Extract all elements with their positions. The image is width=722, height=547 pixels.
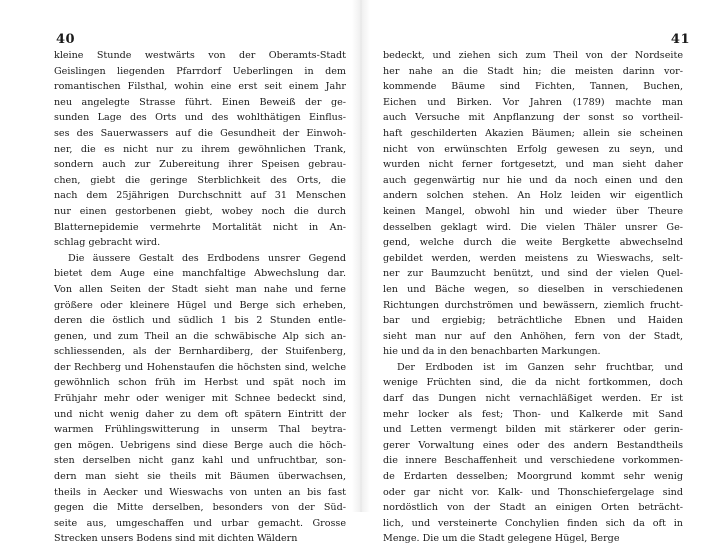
text-line: haft geschilderten Akazien Bäumen; allein sie scheinen [383, 127, 683, 139]
text-line: Menge. Die um die Stadt gelegene Hügel, Berge [383, 533, 620, 545]
text-line: die innere Beschaffenheit und verschiedene vorkommen- [383, 455, 683, 467]
text-line: sondern auch zur Zubereitung ihrer Speisen gebrau- [54, 159, 346, 171]
text-line: bar und ergiebig; beträchtliche Ebnen und Haiden [383, 315, 683, 327]
text-line: de Erdarten desselben; Moorgrund kommt sehr wenig [383, 471, 683, 483]
text-line: Geislingen liegenden Pfarrdorf Ueberlingen in dem [54, 65, 346, 77]
text-line: nur einen gestorbenen giebt, wobey noch die durch [54, 205, 346, 217]
text-line: auch Versuche mit Anpflanzung der sonst so vortheil- [383, 112, 683, 124]
text-line: gewöhnlich schon früh im Herbst und spät noch im [54, 377, 346, 389]
text-line: keinen Mangel, obwohl hin und wieder über Theure [383, 205, 683, 217]
text-line: Der Erdboden ist im Ganzen sehr fruchtbar, und [397, 361, 683, 373]
text-line: Strecken unsers Bodens sind mit dichten Wäldern [54, 533, 298, 545]
text-line: warmen Frühlingswitterung in unserm Thal beytra- [54, 424, 346, 436]
text-line: Von allen Seiten der Stadt sieht man nahe und ferne [54, 283, 346, 295]
left-page [0, 0, 361, 545]
text-line: nach dem 25jährigen Durchschnitt auf 31 Menschen [54, 190, 346, 202]
text-line: kleine Stunde westwärts von der Oberamts-Stadt [54, 50, 346, 61]
text-line: mehr locker als fest; Thon- und Kalkerde mit Sand [383, 408, 683, 420]
text-line: größere oder kleinere Hügel und Berge sich erheben, [54, 299, 346, 311]
text-line: bietet dem Auge eine manchfaltige Abwechslung dar. [54, 268, 346, 280]
page-number-left: 40 [56, 32, 76, 47]
text-line: seite aus, umgeschaffen und urbar gemacht. Grosse [54, 517, 346, 529]
text-line: sunden Lage des Orts und des wohlthätigen Einflus- [54, 112, 346, 124]
text-line: Eichen und Birken. Vor Jahren (1789) machte man [383, 96, 683, 108]
text-line: desselben geklagt wird. Die vielen Thäler unsrer Ge- [383, 221, 683, 233]
text-line: und Letten vermengt bilden mit stärkerer oder gerin- [383, 424, 683, 436]
text-line: dern man sieht sie theils mit Bäumen überwachsen, [54, 471, 346, 483]
text-line: Blatternepidemie vermehrte Mortalität nicht in An- [54, 221, 346, 233]
text-line: darf das Dungen nicht vernachläßiget werden. Er ist [383, 393, 683, 405]
text-line: ner zur Baumzucht benützt, und sind der vielen Quel- [383, 268, 683, 280]
text-line: wenige Früchten sind, die da nicht fortkommen, doch [383, 377, 683, 389]
text-line: lich, und versteinerte Conchylien finden sich da oft in [383, 517, 683, 529]
text-line: romantischen Filsthal, wohin eine erst seit einem Jahr [54, 81, 346, 93]
text-line: her nahe an die Stadt hin; die meisten darinn vor- [383, 65, 683, 77]
text-line: der Rechberg und Hohenstaufen die höchsten sind, welche [54, 361, 346, 373]
text-line: Richtungen durchströmen und bewässern, ziemlich frucht- [383, 299, 683, 311]
text-line: oder gar nicht vor. Kalk- und Thonschiefergelage sind [383, 486, 683, 498]
text-line: gegen die Mitte derselben, besonders von der Süd- [54, 502, 346, 514]
text-line: neu angelegte Strasse führt. Einen Beweiß der ge- [54, 96, 346, 108]
text-line: gen mögen. Uebrigens sind diese Berge auch die höch- [54, 439, 346, 451]
left-page-text [54, 48, 346, 547]
text-line: nordöstlich von der Stadt an einigen Orten beträcht- [383, 502, 683, 514]
text-line: gend, welche durch die weite Bergkette abwechselnd [383, 237, 683, 249]
text-line: gebildet werden, werden meistens zu Wieswachs, selt- [383, 252, 683, 264]
text-line: ses des Sauerwassers auf die Gesundheit der Einwoh- [54, 127, 346, 139]
right-page-text [383, 48, 683, 547]
text-line: nicht von erwünschten Erfolg gewesen zu seyn, und [383, 143, 683, 155]
text-line: len und Bäche wegen, so dieselben in verschiedenen [383, 283, 683, 295]
text-line: theils in Aecker und Wieswachs von unten an bis fast [54, 486, 346, 498]
text-line: deren die östlich und südlich 1 bis 2 Stunden entle- [54, 315, 346, 327]
text-line: ner, die es nicht nur zu ihrem gewöhnlichen Trank, [54, 143, 346, 155]
page-number-right: 41 [670, 32, 690, 47]
text-line: bedeckt, und ziehen sich zum Theil von der Nordseite [383, 50, 683, 61]
text-line: schlag gebracht wird. [54, 237, 161, 249]
text-line: hie und da in den benachbarten Markungen. [383, 346, 601, 358]
text-line: genen, und zum Theil an die schwäbische Alp sich an- [54, 330, 346, 342]
text-line: Frühjahr mehr oder weniger mit Schnee bedeckt sind, [54, 393, 346, 405]
text-line: auch gegenwärtig nur hie und da noch einen und den [383, 174, 683, 186]
text-line: sten derselben nicht ganz kahl und unfruchtbar, son- [54, 455, 346, 467]
text-line: andern solchen stehen. An Holz leiden wir eigentlich [383, 190, 683, 202]
text-line: kommende Bäume sind Fichten, Tannen, Buchen, [383, 81, 683, 93]
text-line: Die äussere Gestalt des Erdbodens unsrer Gegend [68, 252, 346, 264]
text-line: chen, giebt die geringe Sterblichkeit des Orts, die [54, 174, 346, 186]
right-page [361, 0, 722, 545]
text-line: sieht man nur auf den Anhöhen, fern von der Stadt, [383, 330, 683, 342]
text-line: und nicht wenig daher zu dem oft spätern Eintritt der [54, 408, 346, 420]
text-line: schliessenden, als der Bernhardiberg, der Stuifenberg, [54, 346, 346, 358]
text-line: gerer Vorwaltung eines oder des andern Bestandtheils [383, 439, 683, 451]
text-line: wurden nicht ferner fortgesetzt, und man sieht daher [383, 159, 683, 171]
